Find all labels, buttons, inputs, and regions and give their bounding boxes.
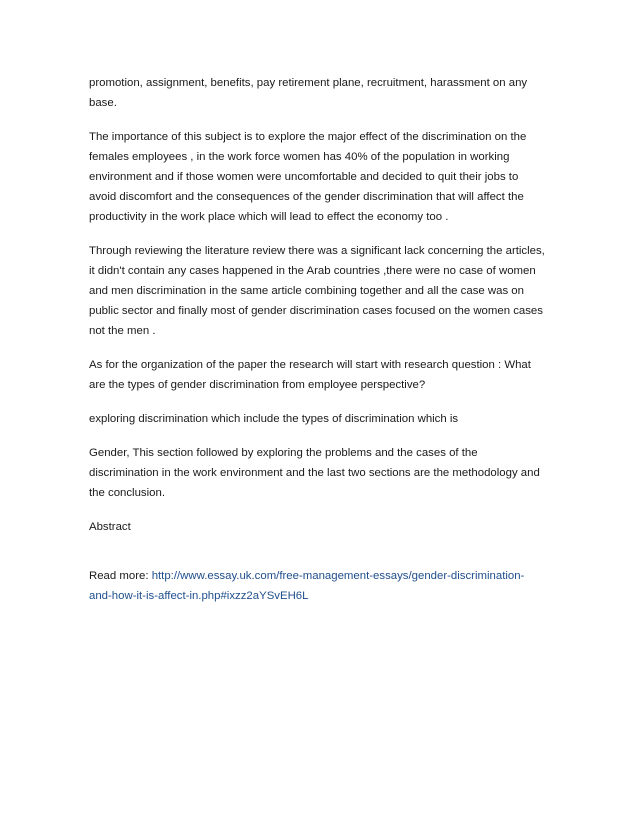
text-line: Through reviewing the literature review there was a significant lack concerning the articles, — [89, 245, 545, 257]
text-line: The importance of this subject is to explore the major effect of the discrimination on the — [89, 131, 527, 143]
read-more — [89, 566, 559, 606]
text-line: and men discrimination in the same article combining together and all the case was on — [89, 285, 524, 297]
text-line: avoid discomfort and the consequences of the gender discrimination that will affect the — [89, 191, 524, 203]
text-line: the conclusion. — [89, 487, 165, 499]
text-line: public sector and finally most of gender discrimination cases focused on the women cases — [89, 305, 543, 317]
paragraph-importance — [89, 127, 559, 227]
paragraph-abstract-heading — [89, 517, 559, 537]
text-line: it didn't contain any cases happened in the Arab countries ,there were no case of women — [89, 265, 536, 277]
paragraph-intro-continuation — [89, 73, 559, 113]
text-line: productivity in the work place which will lead to effect the economy too . — [89, 211, 449, 223]
read-more-link[interactable]: http://www.essay.uk.com/free-management-essays/gender-discrimination- — [151, 570, 525, 582]
text-line: Gender, This section followed by exploring the problems and the cases of the — [89, 447, 478, 459]
read-more-link-continuation[interactable]: and-how-it-is-affect-in.php#ixzz2aYSvEH6L — [89, 590, 309, 602]
text-line: not the men . — [89, 325, 156, 337]
document-body — [89, 73, 559, 606]
text-line: discrimination in the work environment and the last two sections are the methodology and — [89, 467, 540, 479]
text-line: base. — [89, 97, 117, 109]
read-more-label: Read more: — [89, 570, 152, 582]
read-more-line-1 — [89, 566, 559, 586]
text-line: females employees , in the work force women has 40% of the population in working — [89, 151, 510, 163]
paragraph-literature-review — [89, 241, 559, 341]
text-line: As for the organization of the paper the research will start with research question : What — [89, 359, 531, 371]
text-line: are the types of gender discrimination from employee perspective? — [89, 379, 426, 391]
text-line: promotion, assignment, benefits, pay retirement plane, recruitment, harassment on any — [89, 77, 528, 89]
text-line: exploring discrimination which include the types of discrimination which is — [89, 413, 459, 425]
paragraph-organization — [89, 355, 559, 395]
text-line: environment and if those women were uncomfortable and decided to quit their jobs to — [89, 171, 519, 183]
paragraph-gender-section — [89, 443, 559, 503]
paragraph-exploring — [89, 409, 559, 429]
abstract-label: Abstract — [89, 521, 131, 533]
